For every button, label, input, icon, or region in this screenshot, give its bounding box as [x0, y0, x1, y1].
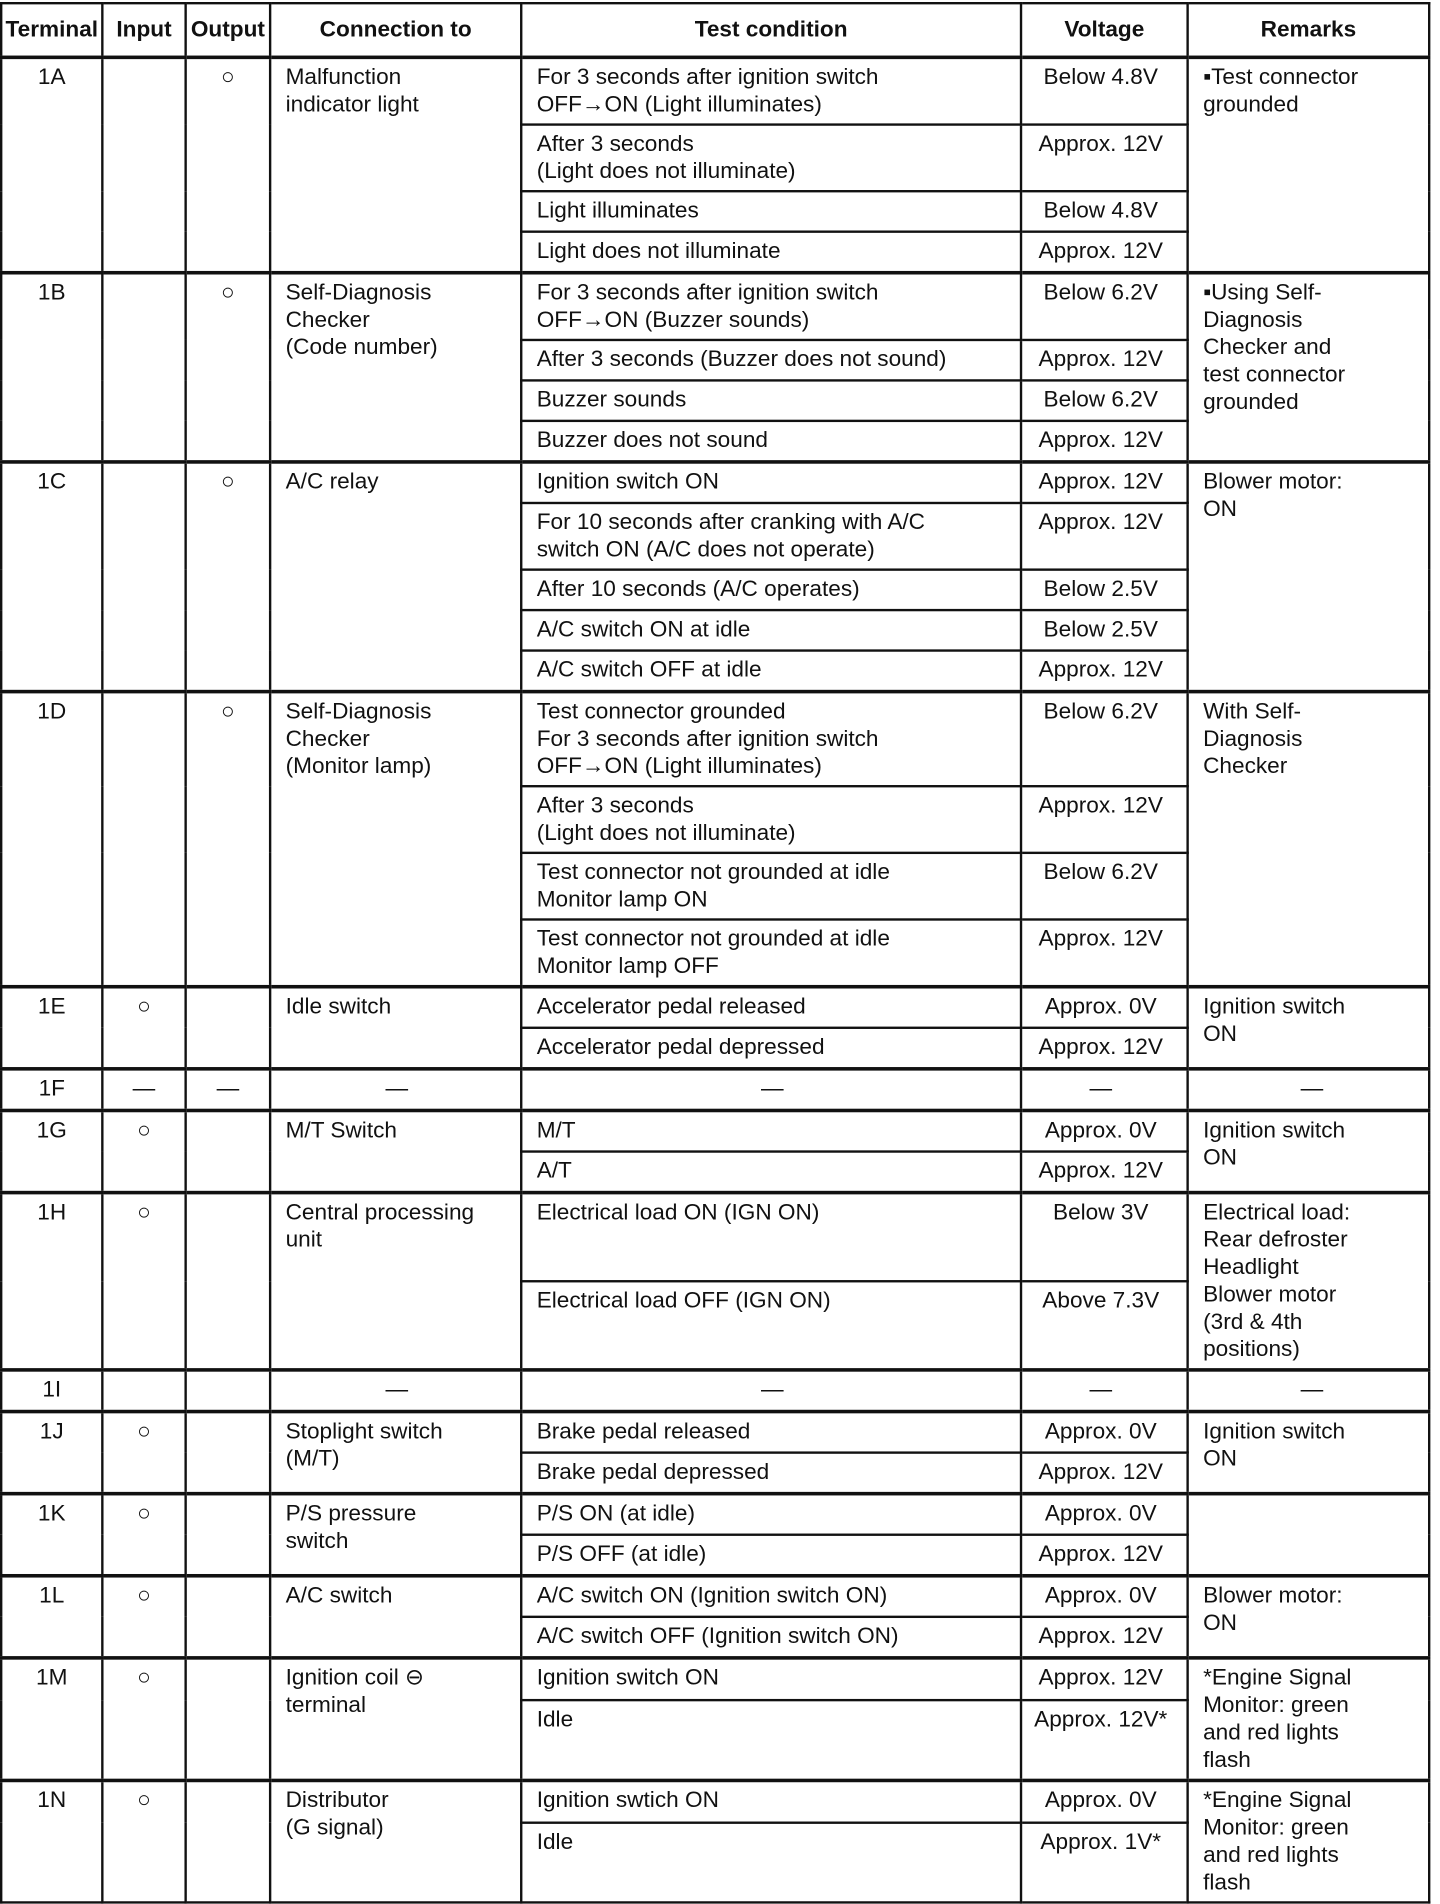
voltage-cell: Approx. 12V — [1021, 1535, 1188, 1576]
table-row — [1, 1069, 1429, 1111]
voltage-cell: — — [1021, 1370, 1188, 1412]
terminal-cell: 1F — [1, 1069, 102, 1111]
test-condition-cell: A/C switch ON at idle — [521, 610, 1021, 650]
voltage-cell: Below 6.2V — [1021, 380, 1188, 420]
remarks-cell: Ignition switch ON — [1188, 987, 1430, 1069]
test-condition-cell: Buzzer does not sound — [521, 421, 1021, 462]
connection-cell: Central processing unit — [270, 1193, 521, 1370]
voltage-cell: Approx. 12V — [1021, 503, 1188, 570]
voltage-cell: Approx. 0V — [1021, 1110, 1188, 1151]
voltage-cell: Below 2.5V — [1021, 570, 1188, 610]
test-condition-cell: Idle — [521, 1701, 1021, 1781]
output-mark — [186, 1658, 270, 1781]
test-condition-cell: A/C switch ON (Ignition switch ON) — [521, 1576, 1021, 1617]
voltage-cell: Below 6.2V — [1021, 853, 1188, 920]
header-output: Output — [186, 3, 270, 57]
voltage-cell: Approx. 0V — [1021, 1576, 1188, 1617]
voltage-cell: Below 3V — [1021, 1193, 1188, 1282]
output-mark — [186, 987, 270, 1069]
remarks-cell: Ignition switch ON — [1188, 1412, 1430, 1494]
input-mark — [102, 273, 185, 462]
terminal-cell: 1C — [1, 462, 102, 692]
test-condition-cell: Brake pedal released — [521, 1412, 1021, 1453]
table-row — [1, 1780, 1429, 1823]
test-condition-cell: Ignition swtich ON — [521, 1780, 1021, 1823]
connection-cell: A/C relay — [270, 462, 521, 692]
output-mark — [186, 1494, 270, 1576]
connection-cell: — — [270, 1069, 521, 1111]
connection-cell: — — [270, 1370, 521, 1412]
terminal-cell: 1L — [1, 1576, 102, 1658]
test-condition-cell: After 3 seconds (Light does not illuminate) — [521, 125, 1021, 192]
connection-cell: Self-Diagnosis Checker (Code number) — [270, 273, 521, 462]
terminal-cell: 1G — [1, 1110, 102, 1192]
test-condition-cell: A/C switch OFF at idle — [521, 651, 1021, 692]
test-condition-cell: Test connector grounded For 3 seconds after ignition switch OFF→ON (Light illuminates) — [521, 692, 1021, 787]
test-condition-cell: P/S OFF (at idle) — [521, 1535, 1021, 1576]
test-condition-cell: After 3 seconds (Buzzer does not sound) — [521, 340, 1021, 380]
terminal-voltage-sheet — [0, 2, 1428, 1904]
table-row — [1, 987, 1429, 1028]
connection-cell: Malfunction indicator light — [270, 57, 521, 272]
terminal-cell: 1M — [1, 1658, 102, 1781]
output-mark — [186, 1576, 270, 1658]
table-header-row — [1, 3, 1429, 57]
input-mark: ○ — [102, 1110, 185, 1192]
voltage-cell: Approx. 12V* — [1021, 1701, 1188, 1781]
voltage-cell: Approx. 12V — [1021, 125, 1188, 192]
connection-cell: Ignition coil ⊖ terminal — [270, 1658, 521, 1781]
terminal-cell: 1A — [1, 57, 102, 272]
table-row — [1, 1193, 1429, 1282]
terminal-cell: 1B — [1, 273, 102, 462]
remarks-cell: Ignition switch ON — [1188, 1110, 1430, 1192]
test-condition-cell: For 3 seconds after ignition switch OFF→ON (Buzzer sounds) — [521, 273, 1021, 340]
table-body — [1, 57, 1429, 1902]
test-condition-cell: Electrical load OFF (IGN ON) — [521, 1281, 1021, 1370]
voltage-cell: Below 6.2V — [1021, 692, 1188, 787]
test-condition-cell: Accelerator pedal depressed — [521, 1028, 1021, 1069]
terminal-cell: 1H — [1, 1193, 102, 1370]
test-condition-cell: A/T — [521, 1152, 1021, 1193]
test-condition-cell: P/S ON (at idle) — [521, 1494, 1021, 1535]
test-condition-cell: For 3 seconds after ignition switch OFF→ON (Light illuminates) — [521, 57, 1021, 124]
remarks-cell: ▪Using Self- Diagnosis Checker and test connector grounded — [1188, 273, 1430, 462]
input-mark — [102, 692, 185, 987]
voltage-cell: Above 7.3V — [1021, 1281, 1188, 1370]
header-terminal: Terminal — [1, 3, 102, 57]
table-row — [1, 1576, 1429, 1617]
voltage-cell: Below 2.5V — [1021, 610, 1188, 650]
test-condition-cell: Idle — [521, 1823, 1021, 1902]
output-mark — [186, 1370, 270, 1412]
remarks-cell — [1188, 1494, 1430, 1576]
input-mark: ○ — [102, 987, 185, 1069]
remarks-cell: Blower motor: ON — [1188, 462, 1430, 692]
output-mark: ○ — [186, 273, 270, 462]
voltage-cell: Approx. 12V — [1021, 651, 1188, 692]
remarks-cell: ▪Test connector grounded — [1188, 57, 1430, 272]
terminal-voltage-table — [0, 2, 1430, 1904]
voltage-cell: Approx. 12V — [1021, 340, 1188, 380]
input-mark — [102, 1370, 185, 1412]
terminal-cell: 1E — [1, 987, 102, 1069]
connection-cell: P/S pressure switch — [270, 1494, 521, 1576]
output-mark — [186, 1193, 270, 1370]
input-mark: ○ — [102, 1576, 185, 1658]
test-condition-cell: Test connector not grounded at idle Monitor lamp ON — [521, 853, 1021, 920]
input-mark: ○ — [102, 1658, 185, 1781]
voltage-cell: Approx. 12V — [1021, 421, 1188, 462]
remarks-cell: Blower motor: ON — [1188, 1576, 1430, 1658]
output-mark — [186, 1110, 270, 1192]
connection-cell: Idle switch — [270, 987, 521, 1069]
table-row — [1, 1370, 1429, 1412]
input-mark: — — [102, 1069, 185, 1111]
remarks-cell: *Engine Signal Monitor: green and red lights flash — [1188, 1780, 1430, 1902]
remarks-cell: — — [1188, 1069, 1430, 1111]
table-row — [1, 462, 1429, 503]
header-remarks: Remarks — [1188, 3, 1430, 57]
voltage-cell: Below 6.2V — [1021, 273, 1188, 340]
voltage-cell: Approx. 12V — [1021, 1658, 1188, 1701]
table-row — [1, 692, 1429, 787]
output-mark — [186, 1412, 270, 1494]
connection-cell: Self-Diagnosis Checker (Monitor lamp) — [270, 692, 521, 987]
voltage-cell: — — [1021, 1069, 1188, 1111]
table-row — [1, 1658, 1429, 1701]
connection-cell: M/T Switch — [270, 1110, 521, 1192]
connection-cell: Stoplight switch (M/T) — [270, 1412, 521, 1494]
test-condition-cell: — — [521, 1370, 1021, 1412]
voltage-cell: Approx. 0V — [1021, 987, 1188, 1028]
output-mark: — — [186, 1069, 270, 1111]
connection-cell: Distributor (G signal) — [270, 1780, 521, 1902]
input-mark: ○ — [102, 1494, 185, 1576]
voltage-cell: Below 4.8V — [1021, 57, 1188, 124]
test-condition-cell: Light illuminates — [521, 191, 1021, 231]
table-row — [1, 1494, 1429, 1535]
table-row — [1, 273, 1429, 340]
test-condition-cell: Light does not illuminate — [521, 232, 1021, 273]
test-condition-cell: — — [521, 1069, 1021, 1111]
test-condition-cell: Brake pedal depressed — [521, 1453, 1021, 1494]
input-mark: ○ — [102, 1412, 185, 1494]
table-row — [1, 57, 1429, 124]
table-row — [1, 1110, 1429, 1151]
remarks-cell: Electrical load: Rear defroster Headlight Blower motor (3rd & 4th positions) — [1188, 1193, 1430, 1370]
remarks-cell: — — [1188, 1370, 1430, 1412]
remarks-cell: *Engine Signal Monitor: green and red lights flash — [1188, 1658, 1430, 1781]
header-test-condition: Test condition — [521, 3, 1021, 57]
input-mark — [102, 57, 185, 272]
remarks-cell: With Self- Diagnosis Checker — [1188, 692, 1430, 987]
test-condition-cell: Ignition switch ON — [521, 1658, 1021, 1701]
output-mark — [186, 1780, 270, 1902]
voltage-cell: Approx. 0V — [1021, 1780, 1188, 1823]
input-mark: ○ — [102, 1780, 185, 1902]
input-mark — [102, 462, 185, 692]
input-mark: ○ — [102, 1193, 185, 1370]
voltage-cell: Approx. 0V — [1021, 1412, 1188, 1453]
terminal-cell: 1N — [1, 1780, 102, 1902]
connection-cell: A/C switch — [270, 1576, 521, 1658]
voltage-cell: Approx. 12V — [1021, 462, 1188, 503]
voltage-cell: Approx. 12V — [1021, 1617, 1188, 1658]
voltage-cell: Below 4.8V — [1021, 191, 1188, 231]
test-condition-cell: Accelerator pedal released — [521, 987, 1021, 1028]
header-input: Input — [102, 3, 185, 57]
voltage-cell: Approx. 12V — [1021, 1028, 1188, 1069]
test-condition-cell: After 3 seconds (Light does not illuminate) — [521, 786, 1021, 853]
terminal-cell: 1I — [1, 1370, 102, 1412]
test-condition-cell: After 10 seconds (A/C operates) — [521, 570, 1021, 610]
test-condition-cell: M/T — [521, 1110, 1021, 1151]
header-voltage: Voltage — [1021, 3, 1188, 57]
voltage-cell: Approx. 12V — [1021, 1152, 1188, 1193]
voltage-cell: Approx. 12V — [1021, 786, 1188, 853]
test-condition-cell: Ignition switch ON — [521, 462, 1021, 503]
voltage-cell: Approx. 0V — [1021, 1494, 1188, 1535]
terminal-cell: 1D — [1, 692, 102, 987]
header-connection-to: Connection to — [270, 3, 521, 57]
terminal-cell: 1K — [1, 1494, 102, 1576]
output-mark: ○ — [186, 57, 270, 272]
output-mark: ○ — [186, 692, 270, 987]
test-condition-cell: Test connector not grounded at idle Monitor lamp OFF — [521, 919, 1021, 986]
voltage-cell: Approx. 12V — [1021, 919, 1188, 986]
output-mark: ○ — [186, 462, 270, 692]
voltage-cell: Approx. 12V — [1021, 1453, 1188, 1494]
test-condition-cell: For 10 seconds after cranking with A/C switch ON (A/C does not operate) — [521, 503, 1021, 570]
test-condition-cell: Buzzer sounds — [521, 380, 1021, 420]
voltage-cell: Approx. 12V — [1021, 232, 1188, 273]
table-row — [1, 1412, 1429, 1453]
test-condition-cell: Electrical load ON (IGN ON) — [521, 1193, 1021, 1282]
test-condition-cell: A/C switch OFF (Ignition switch ON) — [521, 1617, 1021, 1658]
terminal-cell: 1J — [1, 1412, 102, 1494]
voltage-cell: Approx. 1V* — [1021, 1823, 1188, 1902]
